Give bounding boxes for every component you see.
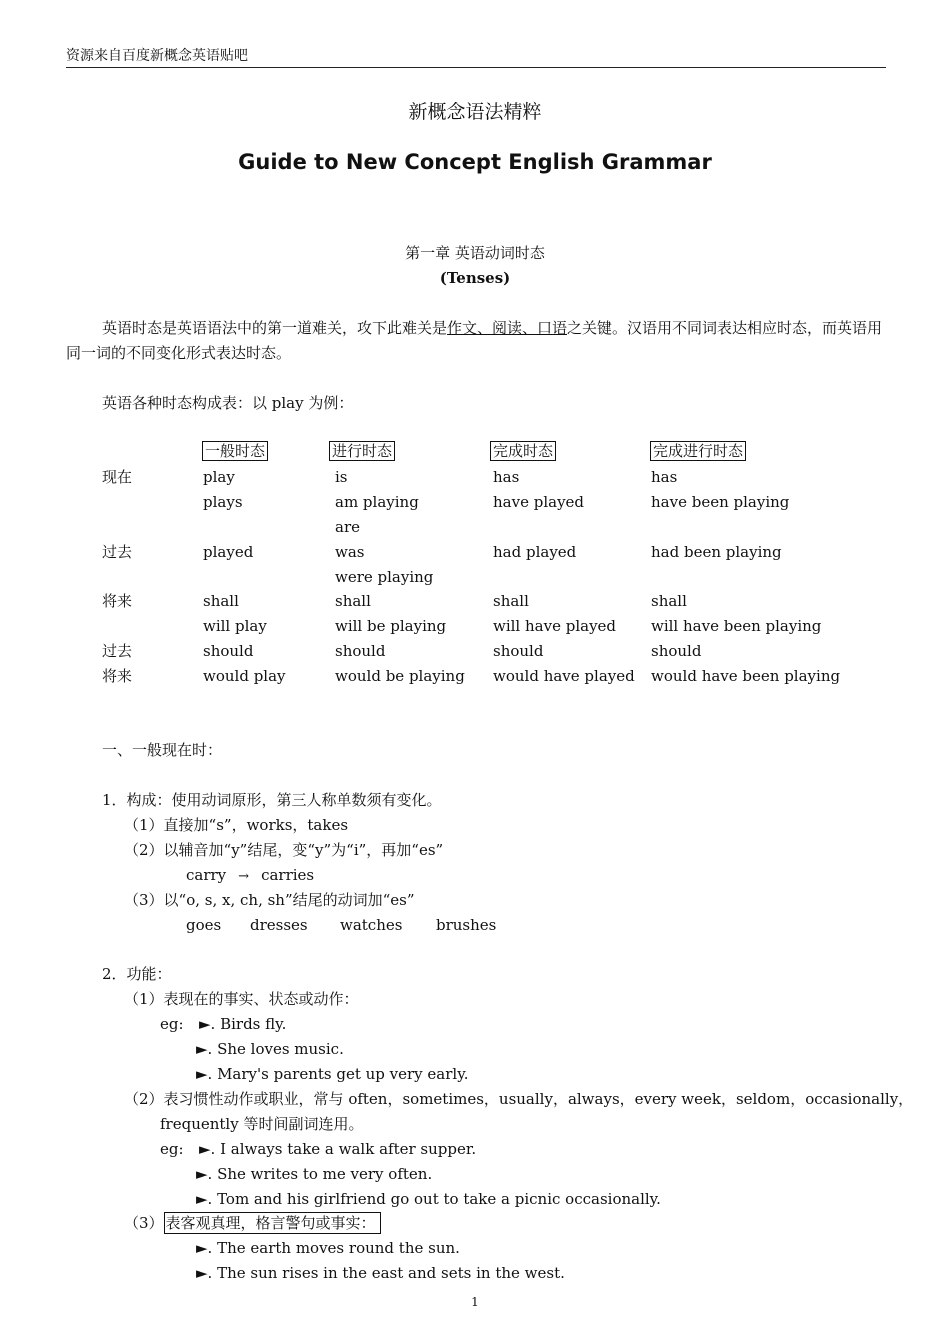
table-cell: will be playing xyxy=(335,617,447,635)
row-label: 将来 xyxy=(102,592,133,610)
page-header-source: 资源来自百度新概念英语贴吧 xyxy=(66,48,248,64)
table-cell: shall xyxy=(651,592,687,610)
chapter-title: 第一章 英语动词时态 xyxy=(405,244,545,262)
formation-rule-3-example: watches xyxy=(340,916,403,934)
example-sentence: ►. Mary's parents get up very early. xyxy=(196,1065,469,1083)
example-sentence: ►. She writes to me very often. xyxy=(196,1165,433,1183)
section-heading: 一、一般现在时： xyxy=(102,741,223,759)
intro-text-after: 之关键。汉语用不同词表达相应时态，而英语用同一词的不同变化形式表达时态。 xyxy=(66,319,883,362)
function-1-label: （1）表现在的事实、状态或动作： xyxy=(124,990,359,1008)
table-cell: had played xyxy=(493,543,577,561)
table-cell: would have been playing xyxy=(651,667,841,685)
table-cell: would be playing xyxy=(335,667,465,685)
table-cell: am playing xyxy=(335,493,419,511)
example-sentence: ►. The earth moves round the sun. xyxy=(196,1239,460,1257)
function-3-boxed-label: 表客观真理，格言警句或事实： xyxy=(164,1212,381,1234)
table-cell: would have played xyxy=(493,667,635,685)
intro-text-before: 英语时态是英语语法中的第一道难关，攻下此难关是 xyxy=(102,319,448,337)
formation-rule-3-example: dresses xyxy=(250,916,308,934)
example-to: carries xyxy=(261,866,315,884)
table-cell: played xyxy=(203,543,254,561)
function-3-number: （3） xyxy=(124,1214,164,1232)
table-cell: shall xyxy=(335,592,371,610)
title-english: Guide to New Concept English Grammar xyxy=(238,150,712,174)
table-header-progressive: 进行时态 xyxy=(329,441,395,461)
table-header-perfect: 完成时态 xyxy=(490,441,556,461)
table-cell: is xyxy=(335,468,348,486)
intro-underlined-skills: 作文、阅读、口语 xyxy=(447,319,568,337)
table-cell: play xyxy=(203,468,235,486)
function-3-label xyxy=(124,1213,381,1233)
table-cell: has xyxy=(493,468,520,486)
table-cell: shall xyxy=(493,592,529,610)
eg-label: eg: xyxy=(160,1015,184,1033)
example-sentence: ►. Birds fly. xyxy=(199,1015,287,1033)
formation-rule-2-example xyxy=(186,865,314,887)
table-cell: was xyxy=(335,543,365,561)
row-label: 将来 xyxy=(102,667,133,685)
example-from: carry xyxy=(186,866,227,884)
table-cell: have played xyxy=(493,493,585,511)
formation-rule-3-example: brushes xyxy=(436,916,497,934)
table-cell: were playing xyxy=(335,568,434,586)
row-label: 现在 xyxy=(102,468,133,486)
table-cell: should xyxy=(203,642,254,660)
page-number: 1 xyxy=(471,1295,479,1309)
example-sentence: ►. Tom and his girlfriend go out to take a picnic occasionally. xyxy=(196,1190,661,1208)
header-rule xyxy=(66,67,886,68)
arrow-icon: → xyxy=(238,869,250,884)
table-cell: have been playing xyxy=(651,493,790,511)
table-header-perfect-progressive: 完成进行时态 xyxy=(650,441,746,461)
example-sentence: ►. I always take a walk after supper. xyxy=(199,1140,477,1158)
function-2-label: （2）表习惯性动作或职业，常与 often，sometimes，usually，always，every week，seldom，occasionally， xyxy=(124,1090,914,1108)
table-cell: will have been playing xyxy=(651,617,822,635)
formation-rule-2: （2）以辅音加“y”结尾，变“y”为“i”，再加“es” xyxy=(124,841,444,859)
example-sentence: ►. She loves music. xyxy=(196,1040,344,1058)
table-cell: plays xyxy=(203,493,243,511)
row-label: 过去 xyxy=(102,543,133,561)
formation-rule-3-example: goes xyxy=(186,916,222,934)
table-header-simple: 一般时态 xyxy=(202,441,268,461)
table-cell: should xyxy=(493,642,544,660)
formation-rule-1: （1）直接加“s”，works，takes xyxy=(124,816,349,834)
function-title: 2．功能： xyxy=(102,965,172,983)
function-2-label-cont: frequently 等时间副词连用。 xyxy=(160,1115,364,1133)
table-cell: are xyxy=(335,518,360,536)
eg-label: eg: xyxy=(160,1140,184,1158)
table-cell: will have played xyxy=(493,617,617,635)
row-label: 过去 xyxy=(102,642,133,660)
title-chinese: 新概念语法精粹 xyxy=(408,101,542,123)
table-cell: should xyxy=(651,642,702,660)
table-cell: would play xyxy=(203,667,286,685)
table-cell: should xyxy=(335,642,386,660)
formation-title: 1．构成：使用动词原形，第三人称单数须有变化。 xyxy=(102,791,442,809)
example-sentence: ►. The sun rises in the east and sets in the west. xyxy=(196,1264,565,1282)
table-cell: will play xyxy=(203,617,267,635)
chapter-subtitle: (Tenses) xyxy=(439,269,511,287)
table-cell: has xyxy=(651,468,678,486)
table-cell: shall xyxy=(203,592,239,610)
table-intro: 英语各种时态构成表：以 play 为例： xyxy=(102,394,354,412)
formation-rule-3: （3）以“o, s, x, ch, sh”结尾的动词加“es” xyxy=(124,891,415,909)
intro-paragraph xyxy=(66,316,886,366)
table-cell: had been playing xyxy=(651,543,782,561)
